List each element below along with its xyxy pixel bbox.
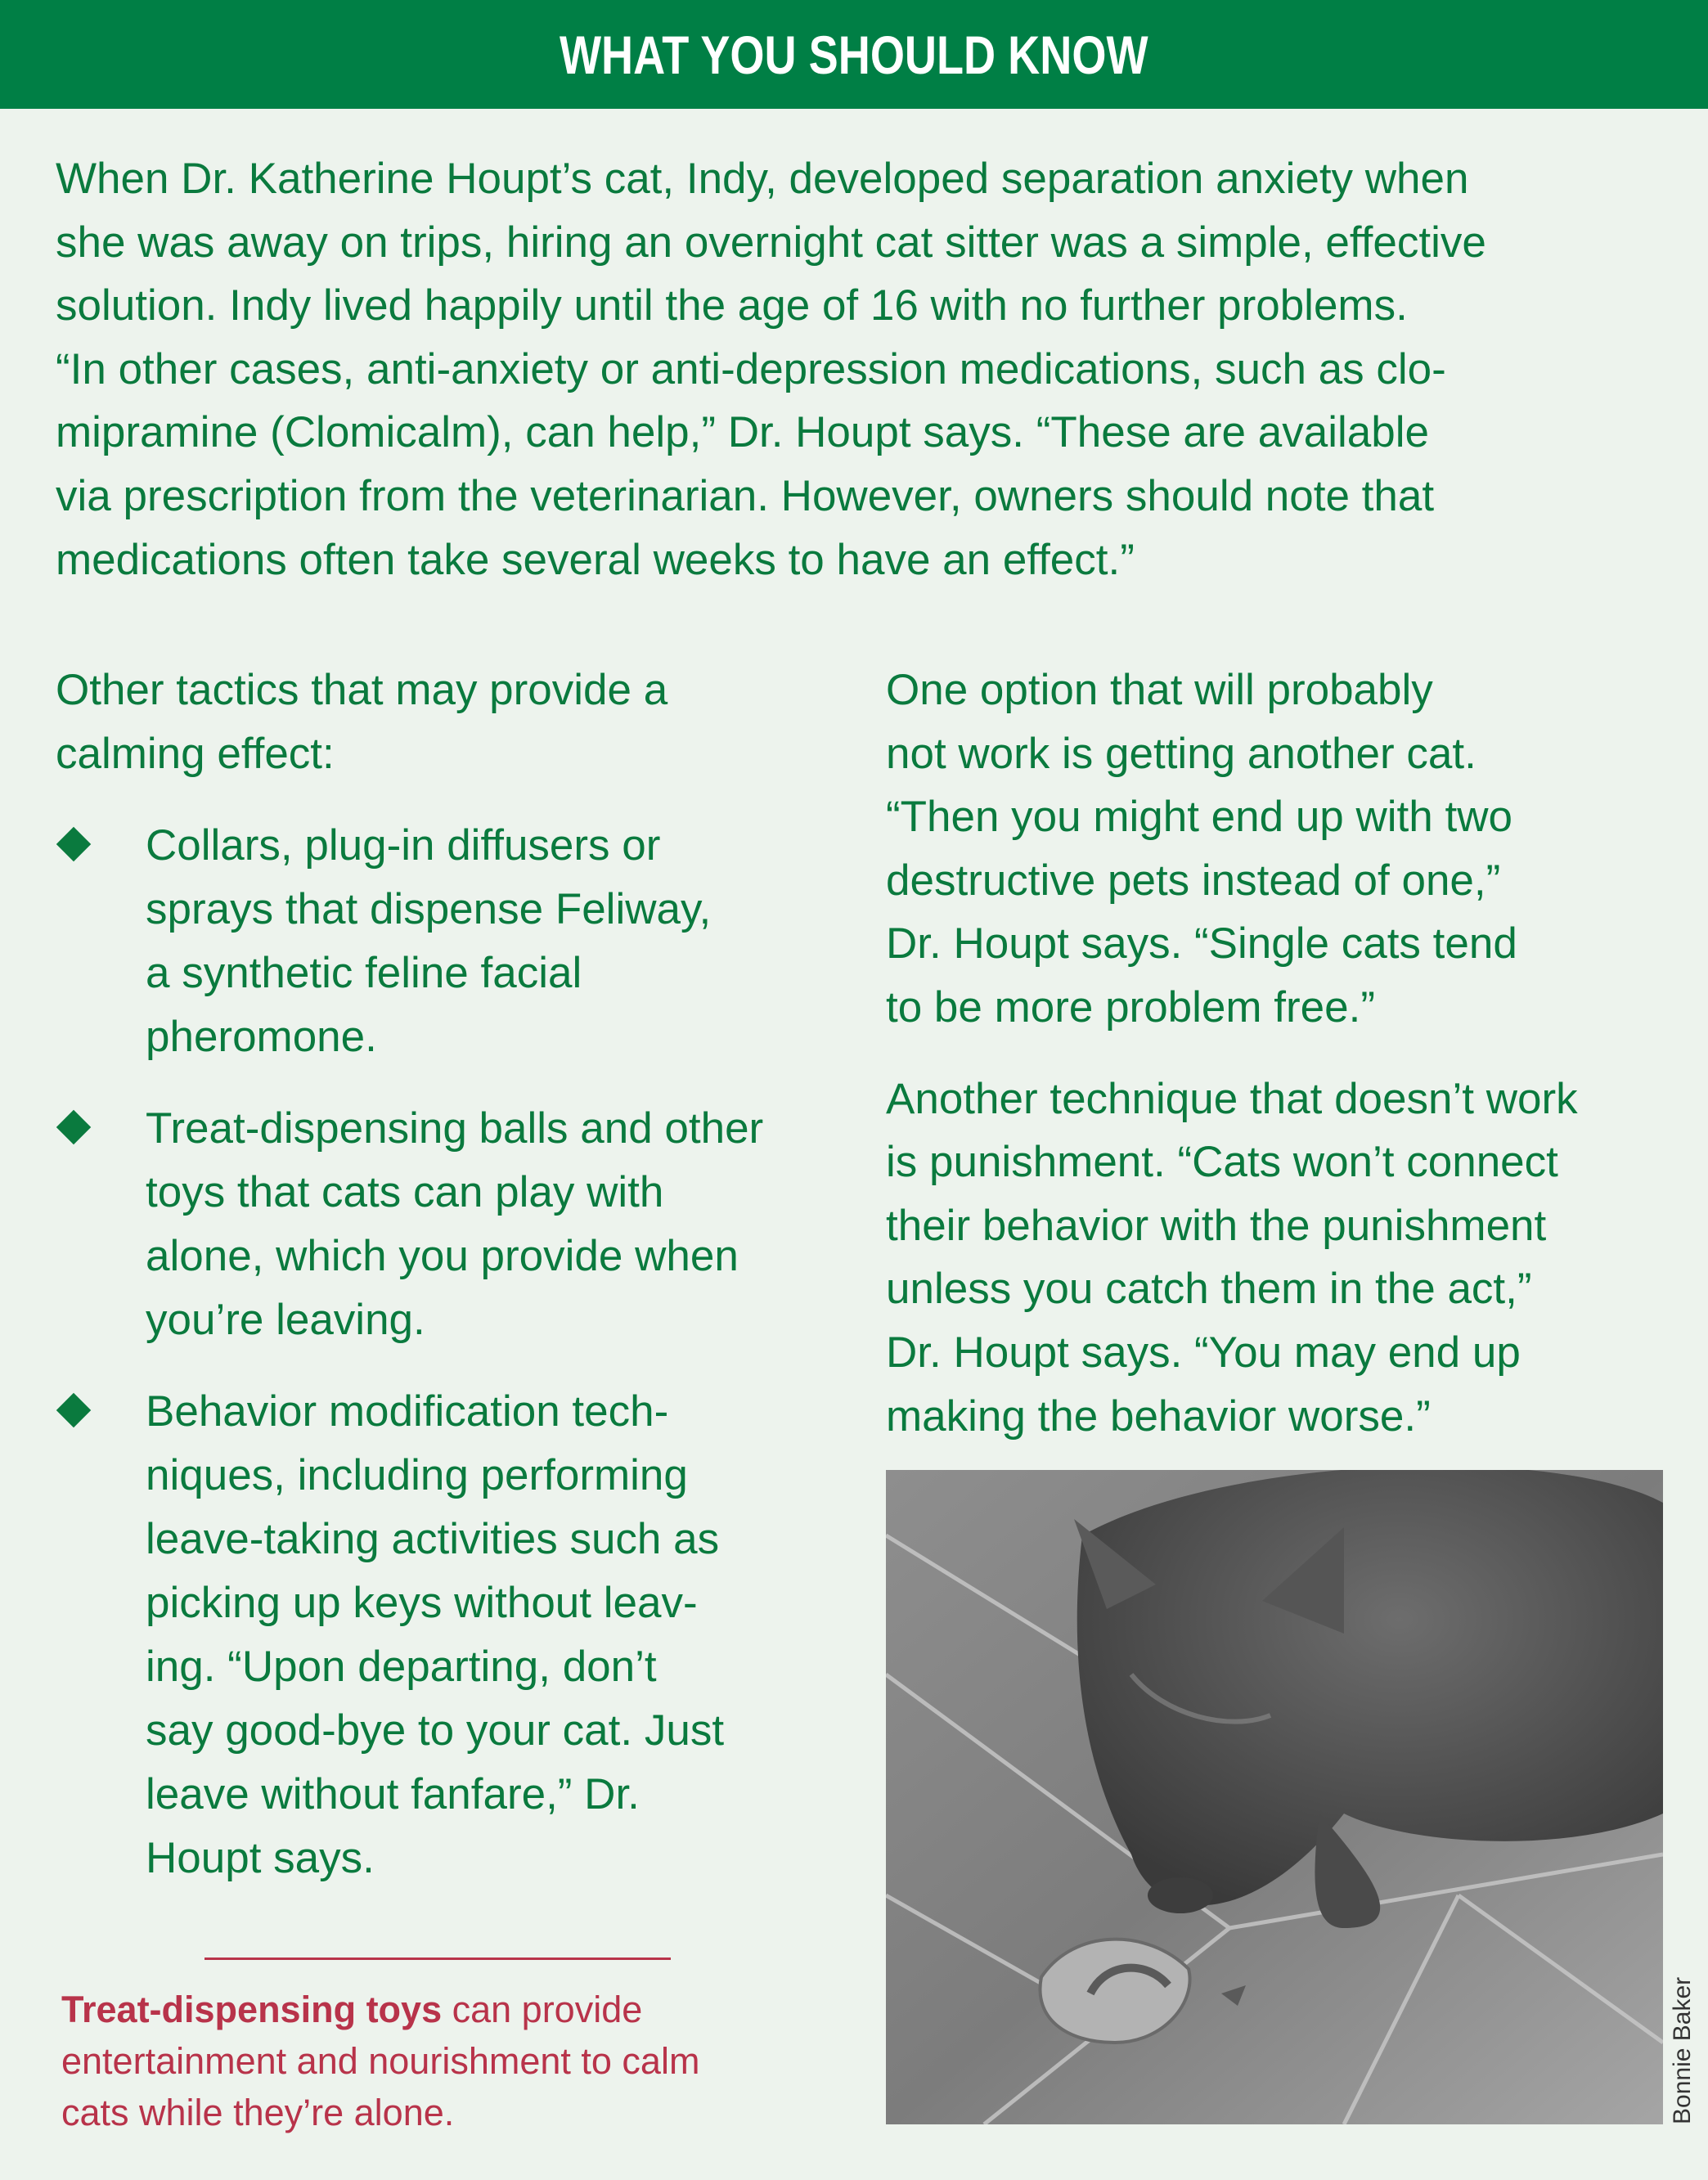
text-line: making the behavior worse.” [886, 1391, 1431, 1441]
text-line: say good-bye to your cat. Just [146, 1706, 725, 1755]
text-line: Treat-dispensing balls and other [146, 1104, 764, 1153]
intro-line: “In other cases, anti-anxiety or anti-depression medications, such as clo- [56, 344, 1446, 393]
text-line: calming effect: [56, 730, 335, 778]
text-line: niques, including performing [146, 1451, 688, 1499]
text-line: alone, which you provide when [146, 1232, 739, 1280]
bullet-item-feliway [56, 814, 841, 1069]
section-header [0, 0, 1708, 109]
text-line: leave without fanfare,” Dr. [146, 1770, 640, 1818]
caption-divider [205, 1958, 671, 1960]
text-line: Another technique that doesn’t work [886, 1074, 1578, 1123]
text-line: pheromone. [146, 1013, 377, 1061]
text-line: a synthetic feline facial [146, 949, 582, 997]
right-column [886, 658, 1688, 1448]
text-line: to be more problem free.” [886, 982, 1375, 1032]
text-line: Other tactics that may provide a [56, 666, 668, 714]
text-line: not work is getting another cat. [886, 729, 1477, 778]
caption-text: cats while they’re alone. [61, 2092, 455, 2133]
left-column [56, 658, 841, 1890]
intro-line: When Dr. Katherine Houpt’s cat, Indy, developed separation anxiety when [56, 155, 1469, 203]
text-line: Dr. Houpt says. “You may end up [886, 1328, 1521, 1377]
caption-text: can provide [442, 1989, 643, 2030]
text-line: ing. “Upon departing, don’t [146, 1643, 657, 1691]
intro-line: medications often take several weeks to have an effect.” [56, 535, 1135, 584]
paragraph-another-cat [886, 658, 1688, 1040]
tactics-intro [56, 658, 841, 786]
intro-line: mipramine (Clomicalm), can help,” Dr. Houpt says. “These are available [56, 408, 1429, 457]
text-line: unless you catch them in the act,” [886, 1265, 1532, 1314]
text-line: One option that will probably [886, 666, 1433, 714]
text-line: sprays that dispense Feliway, [146, 885, 712, 933]
header-title: WHAT YOU SHOULD KNOW [560, 24, 1148, 85]
intro-line: she was away on trips, hiring an overnight cat sitter was a simple, effective [56, 218, 1486, 267]
text-line: Collars, plug-in diffusers or [146, 821, 661, 870]
text-line: you’re leaving. [146, 1296, 425, 1344]
photo-caption [61, 1984, 847, 2138]
bullet-item-toys [56, 1097, 841, 1352]
bullet-item-behavior [56, 1380, 841, 1890]
text-line: Behavior modification tech- [146, 1387, 669, 1436]
text-line: destructive pets instead of one,” [886, 856, 1501, 905]
text-line: picking up keys without leav- [146, 1579, 698, 1627]
intro-line: via prescription from the veterinarian. However, owners should note that [56, 471, 1435, 520]
caption-lead: Treat-dispensing toys [61, 1989, 443, 2030]
text-line: Dr. Houpt says. “Single cats tend [886, 919, 1517, 969]
caption-text: entertainment and nourishment to calm [61, 2040, 700, 2082]
text-line: is punishment. “Cats won’t connect [886, 1138, 1558, 1187]
text-line: Houpt says. [146, 1834, 375, 1882]
text-line: their behavior with the punishment [886, 1201, 1547, 1250]
cat-photo-illustration [886, 1470, 1663, 2124]
intro-line: solution. Indy lived happily until the age of 16 with no further problems. [56, 281, 1408, 330]
diamond-bullet-icon [56, 1393, 91, 1427]
text-line: “Then you might end up with two [886, 793, 1512, 842]
diamond-bullet-icon [56, 1110, 91, 1144]
text-line: leave-taking activities such as [146, 1515, 720, 1563]
intro-paragraph [56, 147, 1675, 591]
text-line: toys that cats can play with [146, 1168, 664, 1216]
diamond-bullet-icon [56, 827, 91, 861]
photo-credit: Bonnie Baker [1669, 1976, 1696, 2124]
cat-photo [886, 1470, 1663, 2124]
paragraph-punishment [886, 1068, 1688, 1449]
